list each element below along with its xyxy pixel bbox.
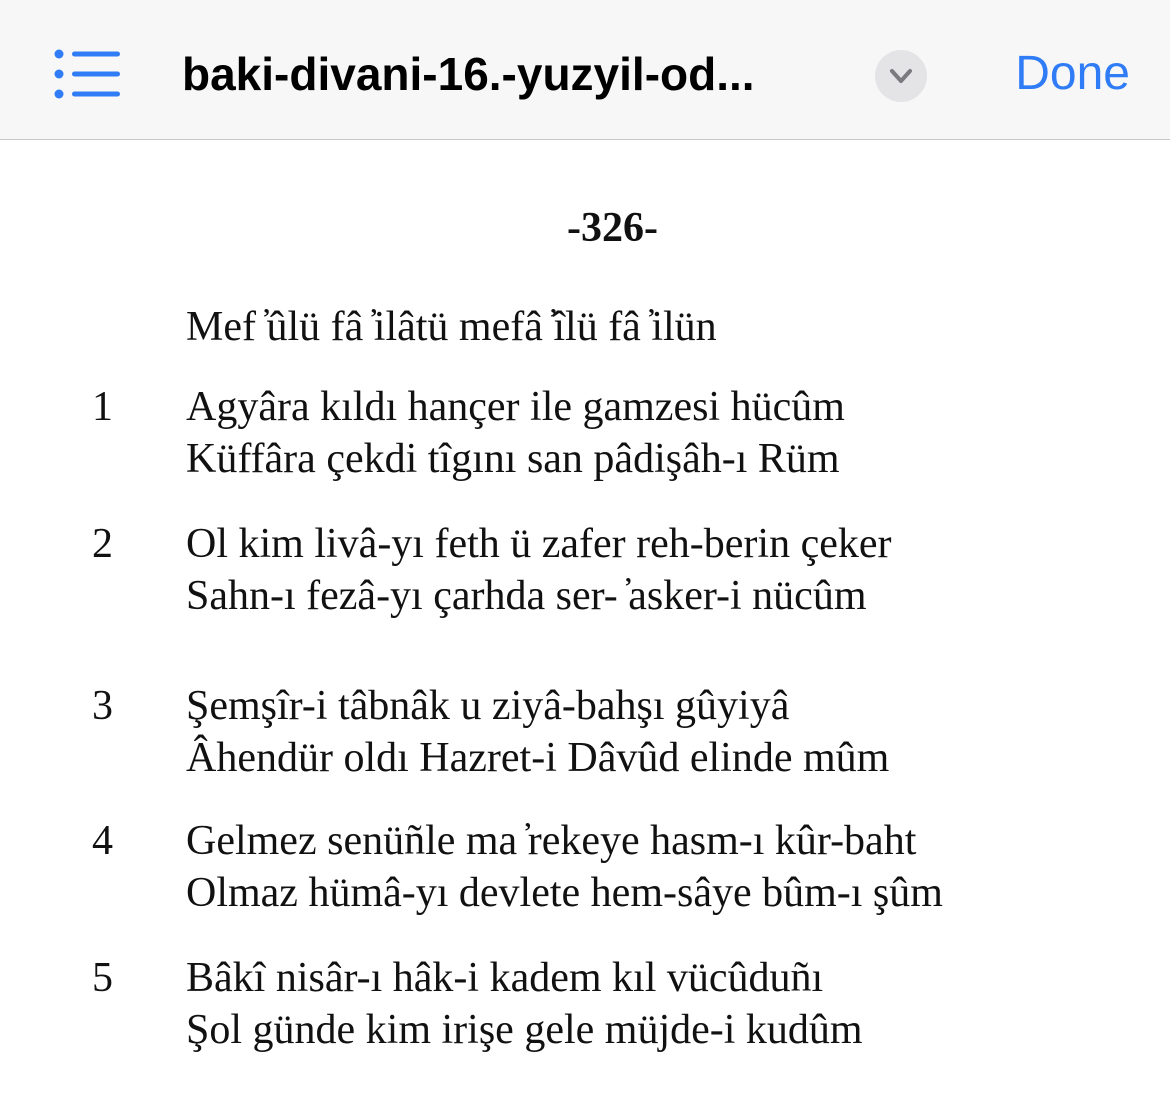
chevron-down-icon[interactable] <box>875 50 927 102</box>
verse-line: Âhendür oldı Hazret-i Dâvûd elinde mûm <box>186 735 890 781</box>
verse-line: Şemşîr-i tâbnâk u ziyâ-bahşı gûyiyâ <box>186 683 790 729</box>
poem-number: -326- <box>567 205 658 251</box>
verse-line: Olmaz hümâ-yı devlete hem-sâye bûm-ı şûm <box>186 870 943 916</box>
document-title[interactable]: baki-divani-16.-yuzyil-od... <box>182 48 755 100</box>
couplet-number: 3 <box>92 683 113 729</box>
done-button[interactable]: Done <box>1015 47 1130 100</box>
couplet-number: 2 <box>92 521 113 567</box>
couplet <box>0 381 1170 491</box>
verse-line: Sahn-ı fezâ-yı çarhda ser- ̓asker-i nücûm <box>186 573 867 619</box>
verse-line: Küffâra çekdi tîgını san pâdişâh-ı Rüm <box>186 436 840 482</box>
verse-line: Şol günde kim irişe gele müjde-i kudûm <box>186 1007 863 1053</box>
couplet <box>0 680 1170 790</box>
list-icon[interactable] <box>50 44 124 104</box>
toolbar <box>0 0 1170 140</box>
couplet <box>0 815 1170 925</box>
verse-line: Bâkî nisâr-ı hâk-i kadem kıl vücûduñı <box>186 955 824 1001</box>
couplet <box>0 518 1170 628</box>
couplet <box>0 952 1170 1062</box>
verse-line: Gelmez senüñle ma ̓rekeye hasm-ı kûr-baht <box>186 818 917 864</box>
document-page <box>0 141 1170 1093</box>
meter-line: Mef ̓ûlü fâ ̓ilâtü mefâ ̓îlü fâ ̓ilün <box>186 304 717 350</box>
couplet-number: 1 <box>92 384 113 430</box>
couplet-number: 4 <box>92 818 113 864</box>
verse-line: Agyâra kıldı hançer ile gamzesi hücûm <box>186 384 845 430</box>
verse-line: Ol kim livâ-yı feth ü zafer reh-berin çeker <box>186 521 892 567</box>
couplet-number: 5 <box>92 955 113 1001</box>
